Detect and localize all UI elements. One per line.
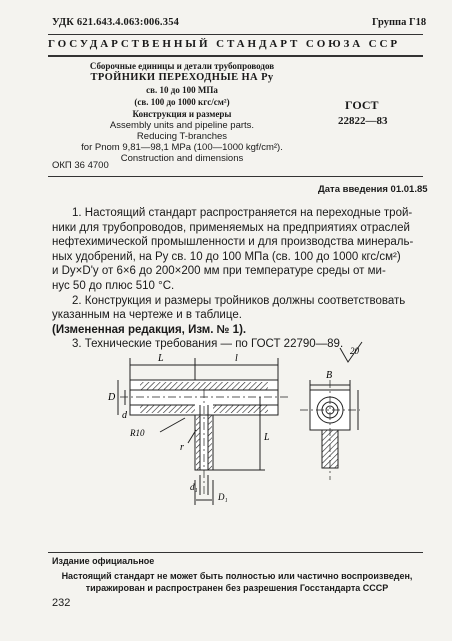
title-pressure-kgf: (св. 100 до 1000 кгс/см²) [134,97,230,107]
label-L: L [158,353,164,364]
label-L-right: L [264,432,270,443]
group-code: Группа Г18 [372,17,427,28]
label-d: d [122,410,127,421]
top-rule [48,34,423,35]
label-l: l [235,353,238,364]
body-p3: 3. Технические требования — по ГОСТ 22790—89. [72,338,344,351]
udk-code: УДК 621.643.4.063:006.354 [52,17,180,28]
label-D: D [108,392,116,403]
body-p1-l6: нус 50 до плюс 510 °С. [52,279,175,292]
label-d1: d₁ [190,482,198,492]
body-p1-l5: и Dу×D'у от 6×6 до 200×200 мм при температуре среды от ми- [52,265,386,278]
title-main: ТРОЙНИКИ ПЕРЕХОДНЫЕ НА Pу [90,72,274,83]
title-construction: Конструкция и размеры [132,109,232,119]
footer-rule [48,552,423,553]
body-p1-l2: ники для трубопроводов, применяемых на предприятиях отраслей [52,221,410,234]
label-roughness: 20 [350,346,359,356]
title-line-1: Сборочные единицы и детали трубопроводов [89,61,275,71]
body-p1-l1: 1. Настоящий стандарт распространяется на переходные трой- [72,207,413,219]
title-en-4: Construction and dimensions [120,153,244,164]
page-number: 232 [52,597,71,609]
gost-label: ГОСТ [345,98,379,112]
banner-rule [48,55,423,57]
effective-date: Дата введения 01.01.85 [318,184,428,195]
label-r: r [180,442,184,453]
reproduction-notice: Настоящий стандарт не может быть полностью или частично воспроизведен, тиражирован и распространен без разрешения Госстандарта СССР [61,571,413,593]
title-pressure: св. 10 до 100 МПа [146,85,218,95]
body-p1-l4: ных удобрений, на Pу св. 10 до 100 МПа (св. 100 до 1000 кгс/см²) [52,250,401,263]
title-en-3: for Pnom 9,81—98,1 MPa (100—1000 kgf/cm²). [81,142,283,153]
title-block [52,60,312,164]
gost-number: 22822—83 [338,115,388,127]
okp-code: ОКП 36 4700 [52,160,109,171]
label-D1: D₁ [218,492,228,502]
body-p2-amendment: (Измененная редакция, Изм. № 1). [52,323,247,336]
tee-drawing [100,340,370,510]
label-B: B [326,370,333,381]
title-en-1: Assembly units and pipeline parts. [109,120,255,131]
body-p1-l3: нефтехимической промышленности и для производства минераль- [52,236,414,249]
label-R10: R10 [130,428,145,438]
body-text [52,206,424,352]
body-p2-l2: указанным на чертеже и в таблице. [52,309,242,322]
standard-banner: ГОСУДАРСТВЕННЫЙ СТАНДАРТ СОЮЗА ССР [48,38,400,50]
title-en-2: Reducing T-branches [136,131,228,142]
body-p2-l1: 2. Конструкция и размеры тройников должны соответствовать [72,294,406,307]
okp-rule [48,176,423,177]
edition-label: Издание официальное [52,556,155,566]
